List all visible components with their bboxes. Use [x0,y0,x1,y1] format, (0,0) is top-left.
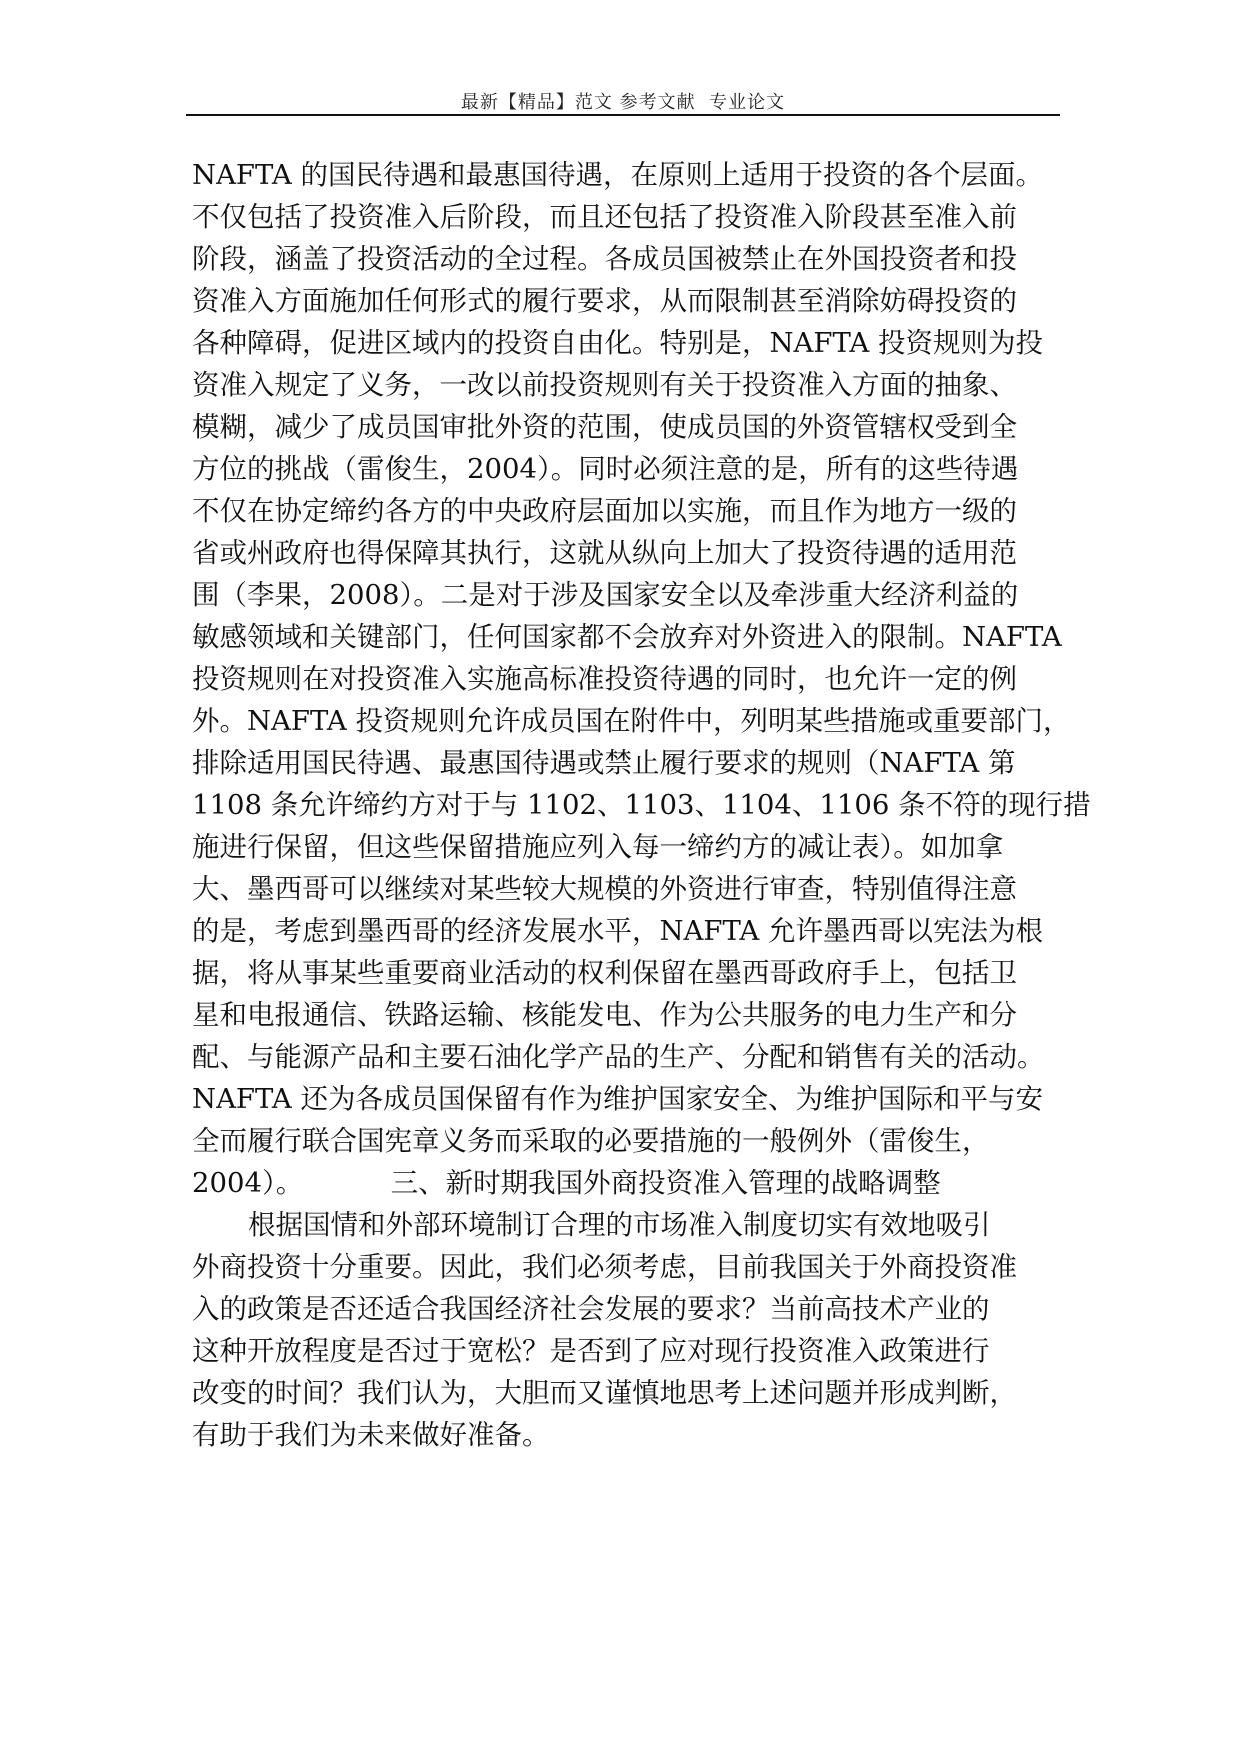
text-line: 排除适用国民待遇、最惠国待遇或禁止履行要求的规则（NAFTA 第 [192,747,1016,779]
header-divider [186,114,1060,116]
paragraph-first-line: 根据国情和外部环境制订合理的市场准入制度切实有效地吸引 [248,1209,991,1241]
text-line: 投资规则在对投资准入实施高标准投资待遇的同时，也允许一定的例 [192,663,1017,695]
text-line: 外。NAFTA 投资规则允许成员国在附件中，列明某些措施或重要部门， [192,705,1071,737]
text-line: 资准入规定了义务，一改以前投资规则有关于投资准入方面的抽象、 [192,369,1017,401]
text-line: 星和电报通信、铁路运输、核能发电、作为公共服务的电力生产和分 [192,999,1017,1031]
text-line: NAFTA 还为各成员国保留有作为维护国家安全、为维护国际和平与安 [192,1083,1043,1115]
text-line: 的是，考虑到墨西哥的经济发展水平，NAFTA 允许墨西哥以宪法为根 [192,915,1043,947]
text-line: 敏感领域和关键部门，任何国家都不会放弃对外资进入的限制。NAFTA [192,621,1062,653]
text-line: 省或州政府也得保障其执行，这就从纵向上加大了投资待遇的适用范 [192,537,1017,569]
text-line: 阶段，涵盖了投资活动的全过程。各成员国被禁止在外国投资者和投 [192,243,1017,275]
document-body [192,154,1091,1456]
text-line: 配、与能源产品和主要石油化学产品的生产、分配和销售有关的活动。 [192,1041,1045,1073]
text-line: 1108 条允许缔约方对于与 1102、1103、1104、1106 条不符的现行措 [192,789,1091,821]
text-line: 围（李果，2008）。二是对于涉及国家安全以及牵涉重大经济利益的 [192,579,1019,611]
text-line: 这种开放程度是否过于宽松？是否到了应对现行投资准入政策进行 [192,1335,990,1367]
text-line: NAFTA 的国民待遇和最惠国待遇，在原则上适用于投资的各个层面。 [192,159,1043,191]
text-line: 各种障碍，促进区域内的投资自由化。特别是，NAFTA 投资规则为投 [192,327,1043,359]
text-line: 有助于我们为未来做好准备。 [192,1419,550,1451]
text-line: 外商投资十分重要。因此，我们必须考虑，目前我国关于外商投资准 [192,1251,1017,1283]
text-line: 不仅包括了投资准入后阶段，而且还包括了投资准入阶段甚至准入前 [192,201,1017,233]
page-header: 最新【精品】范文 参考文献 专业论文 [460,92,786,113]
text-line: 不仅在协定缔约各方的中央政府层面加以实施，而且作为地方一级的 [192,495,1017,527]
text-line: 施进行保留，但这些保留措施应列入每一缔约方的减让表）。如加拿 [192,831,1004,863]
text-line: 入的政策是否还适合我国经济社会发展的要求？当前高技术产业的 [192,1293,990,1325]
text-line: 全而履行联合国宪章义务而采取的必要措施的一般例外（雷俊生， [192,1125,990,1157]
text-line: 方位的挑战（雷俊生，2004）。同时必须注意的是，所有的这些待遇 [192,453,1019,485]
section-heading-line: 2004）。 三、新时期我国外商投资准入管理的战略调整 [192,1167,941,1199]
text-line: 模糊，减少了成员国审批外资的范围，使成员国的外资管辖权受到全 [192,411,1017,443]
text-line: 大、墨西哥可以继续对某些较大规模的外资进行审查，特别值得注意 [192,873,1017,905]
text-line: 资准入方面施加任何形式的履行要求，从而限制甚至消除妨碍投资的 [192,285,1017,317]
text-line: 改变的时间？我们认为，大胆而又谨慎地思考上述问题并形成判断， [192,1377,1017,1409]
text-line: 据，将从事某些重要商业活动的权利保留在墨西哥政府手上，包括卫 [192,957,1017,989]
